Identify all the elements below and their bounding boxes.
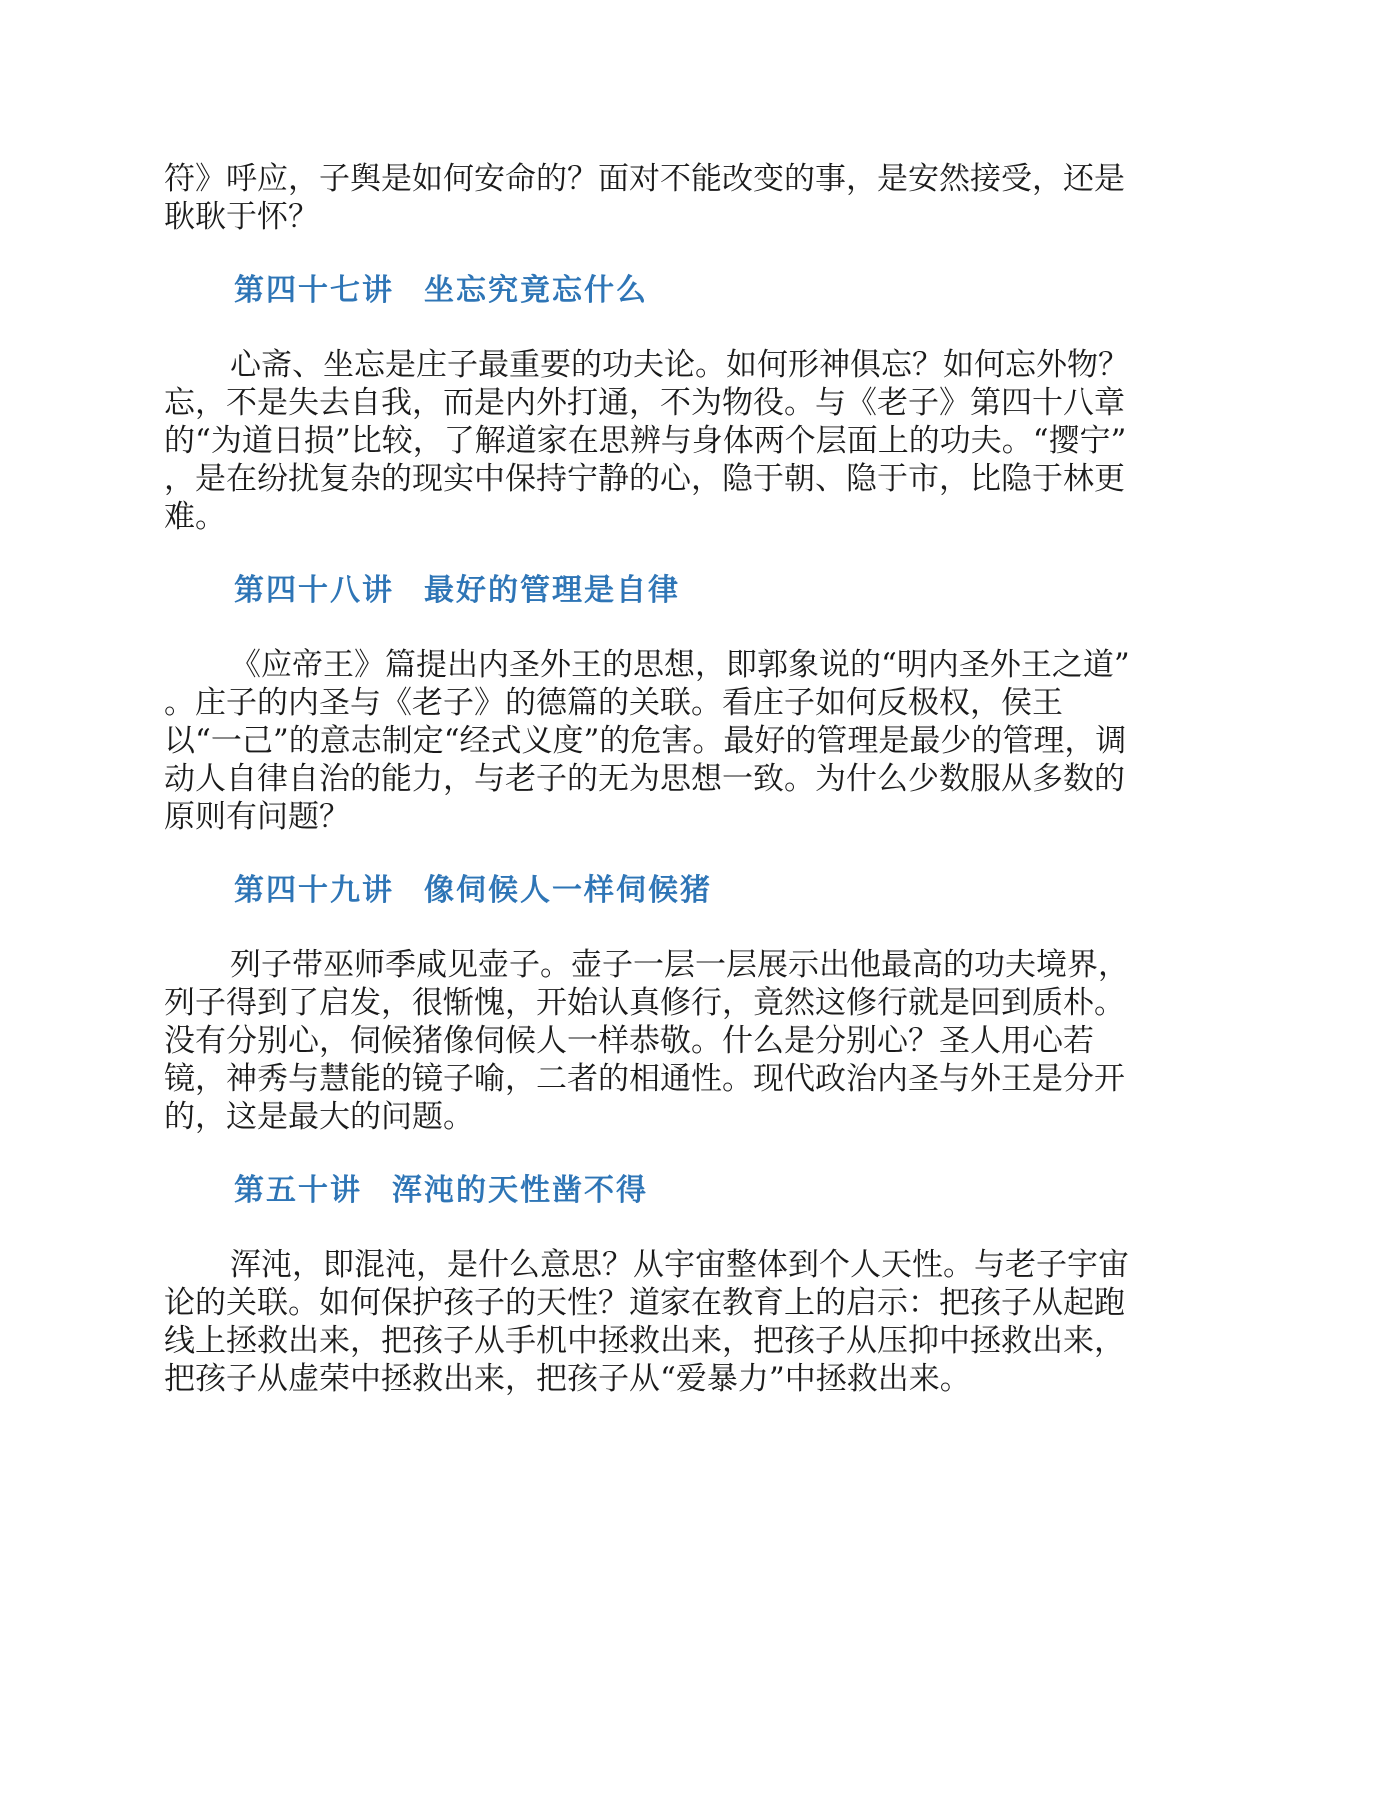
paragraph-line: 难。: [164, 499, 226, 535]
paragraph-line: 心斋、坐忘是庄子最重要的功夫论。如何形神俱忘？如何忘外物？: [230, 347, 1129, 383]
section-heading: [164, 272, 1224, 310]
section-title: 像伺候人一样伺候猪: [424, 873, 712, 908]
paragraph-line: 忘，不是失去自我，而是内外打通，不为物役。与《老子》第四十八章: [164, 385, 1125, 421]
paragraph-line: 浑沌，即混沌，是什么意思？从宇宙整体到个人天性。与老子宇宙: [230, 1247, 1129, 1283]
paragraph-line: 没有分别心，伺候猪像伺候人一样恭敬。什么是分别心？圣人用心若: [164, 1023, 1094, 1059]
section-number: 第四十七讲: [234, 273, 394, 308]
paragraph-line: 线上拯救出来，把孩子从手机中拯救出来，把孩子从压抑中拯救出来，: [164, 1323, 1125, 1359]
intro-paragraph: [164, 160, 1224, 236]
section-title: 坐忘究竟忘什么: [424, 273, 648, 308]
document-page: [164, 160, 1224, 1398]
section-title: 浑沌的天性凿不得: [392, 1173, 648, 1208]
section-number: 第四十八讲: [234, 573, 394, 608]
section-paragraph: [164, 1246, 1224, 1398]
paragraph-line: 列子带巫师季咸见壶子。壶子一层一层展示出他最高的功夫境界，: [230, 947, 1129, 983]
intro-line: 符》呼应，子舆是如何安命的？面对不能改变的事，是安然接受，还是: [164, 161, 1125, 197]
paragraph-line: 的“为道日损”比较，了解道家在思辨与身体两个层面上的功夫。“撄宁”: [164, 423, 1127, 459]
paragraph-line: 。庄子的内圣与《老子》的德篇的关联。看庄子如何反极权，侯王: [164, 685, 1063, 721]
section-number: 第五十讲: [234, 1173, 362, 1208]
section-title: 最好的管理是自律: [424, 573, 680, 608]
section-paragraph: [164, 946, 1224, 1136]
section-heading: [164, 1172, 1224, 1210]
paragraph-line: 镜，神秀与慧能的镜子喻，二者的相通性。现代政治内圣与外王是分开: [164, 1061, 1125, 1097]
section-heading: [164, 872, 1224, 910]
section-heading: [164, 572, 1224, 610]
paragraph-line: 的，这是最大的问题。: [164, 1099, 474, 1135]
intro-line: 耿耿于怀？: [164, 199, 319, 235]
paragraph-line: 动人自律自治的能力，与老子的无为思想一致。为什么少数服从多数的: [164, 761, 1125, 797]
paragraph-line: 列子得到了启发，很惭愧，开始认真修行，竟然这修行就是回到质朴。: [164, 985, 1125, 1021]
section-number: 第四十九讲: [234, 873, 394, 908]
paragraph-line: 把孩子从虚荣中拯救出来，把孩子从“爱暴力”中拯救出来。: [164, 1361, 971, 1397]
section-paragraph: [164, 346, 1224, 536]
paragraph-line: ，是在纷扰复杂的现实中保持宁静的心，隐于朝、隐于市，比隐于林更: [164, 461, 1125, 497]
paragraph-line: 论的关联。如何保护孩子的天性？道家在教育上的启示：把孩子从起跑: [164, 1285, 1125, 1321]
paragraph-line: 以“一己”的意志制定“经式义度”的危害。最好的管理是最少的管理，调: [164, 723, 1127, 759]
section-paragraph: [164, 646, 1224, 836]
paragraph-line: 《应帝王》篇提出内圣外王的思想，即郭象说的“明内圣外王之道”: [230, 647, 1130, 683]
paragraph-line: 原则有问题？: [164, 799, 350, 835]
